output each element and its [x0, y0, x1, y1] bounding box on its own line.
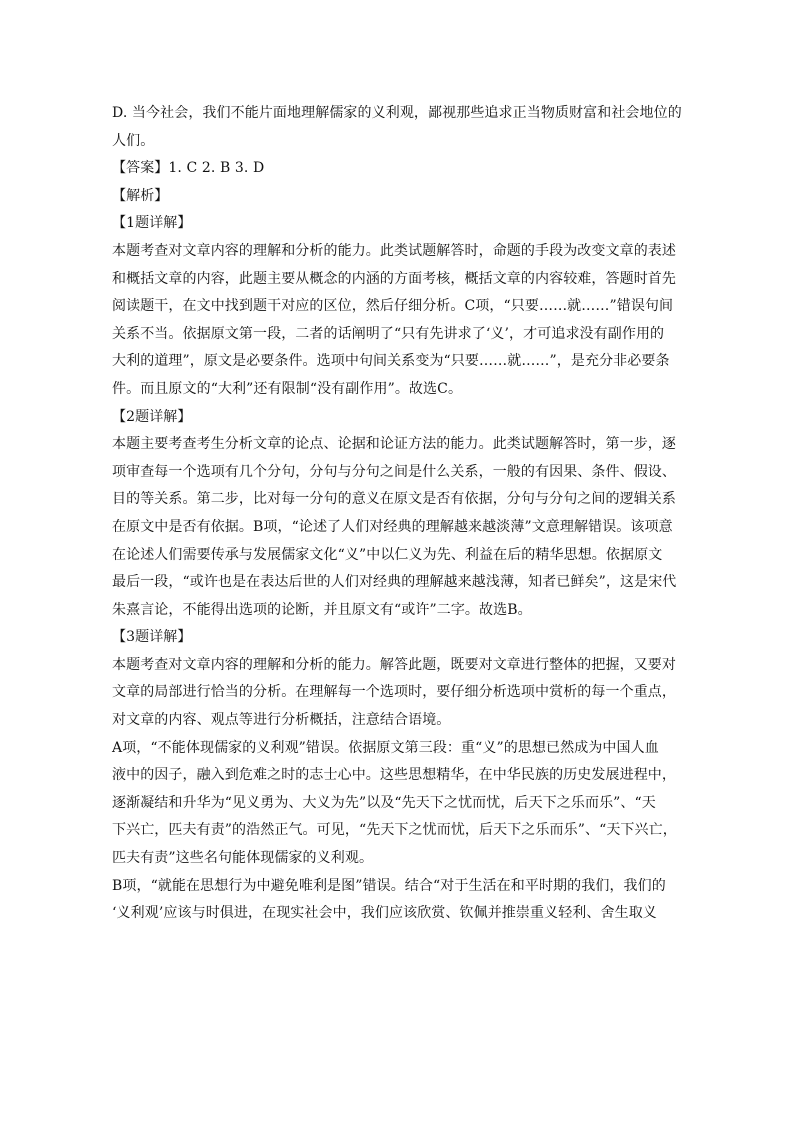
analysis-heading: 【解析】	[112, 187, 169, 204]
option-d-line-2: 人们。	[112, 132, 155, 149]
q1-paragraph-line: 关系不当。依据原文第一段，二者的话阐明了“只有先讲求了‘义’，才可追求没有副作用的	[112, 325, 665, 342]
q2-paragraph-line: 朱熹言论，不能得出选项的论断，并且原文有“或许”二字。故选B。	[112, 601, 532, 618]
q2-paragraph-line: 最后一段，“或许也是在表达后世的人们对经典的理解越来越浅薄，知者已鲜矣”，这是宋代	[112, 574, 677, 591]
q1-paragraph-line: 件。而且原文的“大利”还有限制“没有副作用”。故选C。	[112, 380, 463, 397]
q3-option-b-line: B项，“就能在思想行为中避免唯利是图”错误。结合“对于生活在和平时期的我们，我们的	[112, 877, 666, 894]
q2-paragraph-line: 在论述人们需要传承与发展儒家文化“义”中以仁义为先、利益在后的精华思想。依据原文	[112, 546, 663, 563]
q1-paragraph-line: 本题考查对文章内容的理解和分析的能力。此类试题解答时，命题的手段为改变文章的表述	[112, 242, 676, 259]
q2-paragraph-line: 在原文中是否有依据。B项，“论述了人们对经典的理解越来越淡薄”文意理解错误。该项意	[112, 518, 673, 535]
q2-paragraph-line: 项审查每一个选项有几个分句，分句与分句之间是什么关系，一般的有因果、条件、假设、	[112, 463, 676, 480]
q1-heading: 【1题详解】	[112, 215, 192, 232]
q3-option-a-line: 液中的因子，融入到危难之时的志士心中。这些思想精华，在中华民族的历史发展进程中，	[112, 767, 676, 784]
q3-paragraph-line: 对文章的内容、观点等进行分析概括，注意结合语境。	[112, 712, 451, 729]
q1-paragraph-line: 和概括文章的内容，此题主要从概念的内涵的方面考核，概括文章的内容较难，答题时首先	[112, 270, 676, 287]
q3-paragraph-line: 本题考查对文章内容的理解和分析的能力。解答此题，既要对文章进行整体的把握，又要对	[112, 656, 676, 673]
q3-option-b-line: ‘义利观’应该与时俱进，在现实社会中，我们应该欣赏、钦佩并推崇重义轻利、舍生取义	[112, 905, 657, 922]
q3-option-a-line: A项，“不能体现儒家的义利观”错误。依据原文第三段：重“义”的思想已然成为中国人血	[112, 739, 659, 756]
q3-option-a-line: 逐渐凝结和升华为“见义勇为、大义为先”以及“先天下之忧而忧，后天下之乐而乐”、“天	[112, 794, 656, 811]
option-d-line-1: D. 当今社会，我们不能片面地理解儒家的义利观，鄙视那些追求正当物质财富和社会地位的	[112, 105, 682, 121]
q2-heading: 【2题详解】	[112, 408, 192, 425]
q3-option-a-line: 匹夫有责”这些名句能体现儒家的义利观。	[112, 850, 374, 867]
q2-paragraph-line: 本题主要考查考生分析文章的论点、论据和论证方法的能力。此类试题解答时，第一步，逐	[112, 436, 676, 453]
q3-paragraph-line: 文章的局部进行恰当的分析。在理解每一个选项时，要仔细分析选项中赏析的每一个重点，	[112, 684, 676, 701]
q3-heading: 【3题详解】	[112, 629, 192, 646]
document-body	[112, 100, 684, 928]
q3-option-a-line: 下兴亡，匹夫有责”的浩然正气。可见，“先天下之忧而忧，后天下之乐而乐”、“天下兴亡，	[112, 822, 677, 839]
answer-line: 【答案】1. C 2. B 3. D	[112, 160, 265, 177]
q1-paragraph-line: 阅读题干，在文中找到题干对应的区位，然后仔细分析。C项，“只要……就……”错误句间	[112, 298, 674, 315]
q1-paragraph-line: 大利的道理”，原文是必要条件。选项中句间关系变为“只要……就……”，是充分非必要条	[112, 353, 670, 370]
q2-paragraph-line: 目的等关系。第二步，比对每一分句的意义在原文是否有依据，分句与分句之间的逻辑关系	[112, 491, 676, 508]
